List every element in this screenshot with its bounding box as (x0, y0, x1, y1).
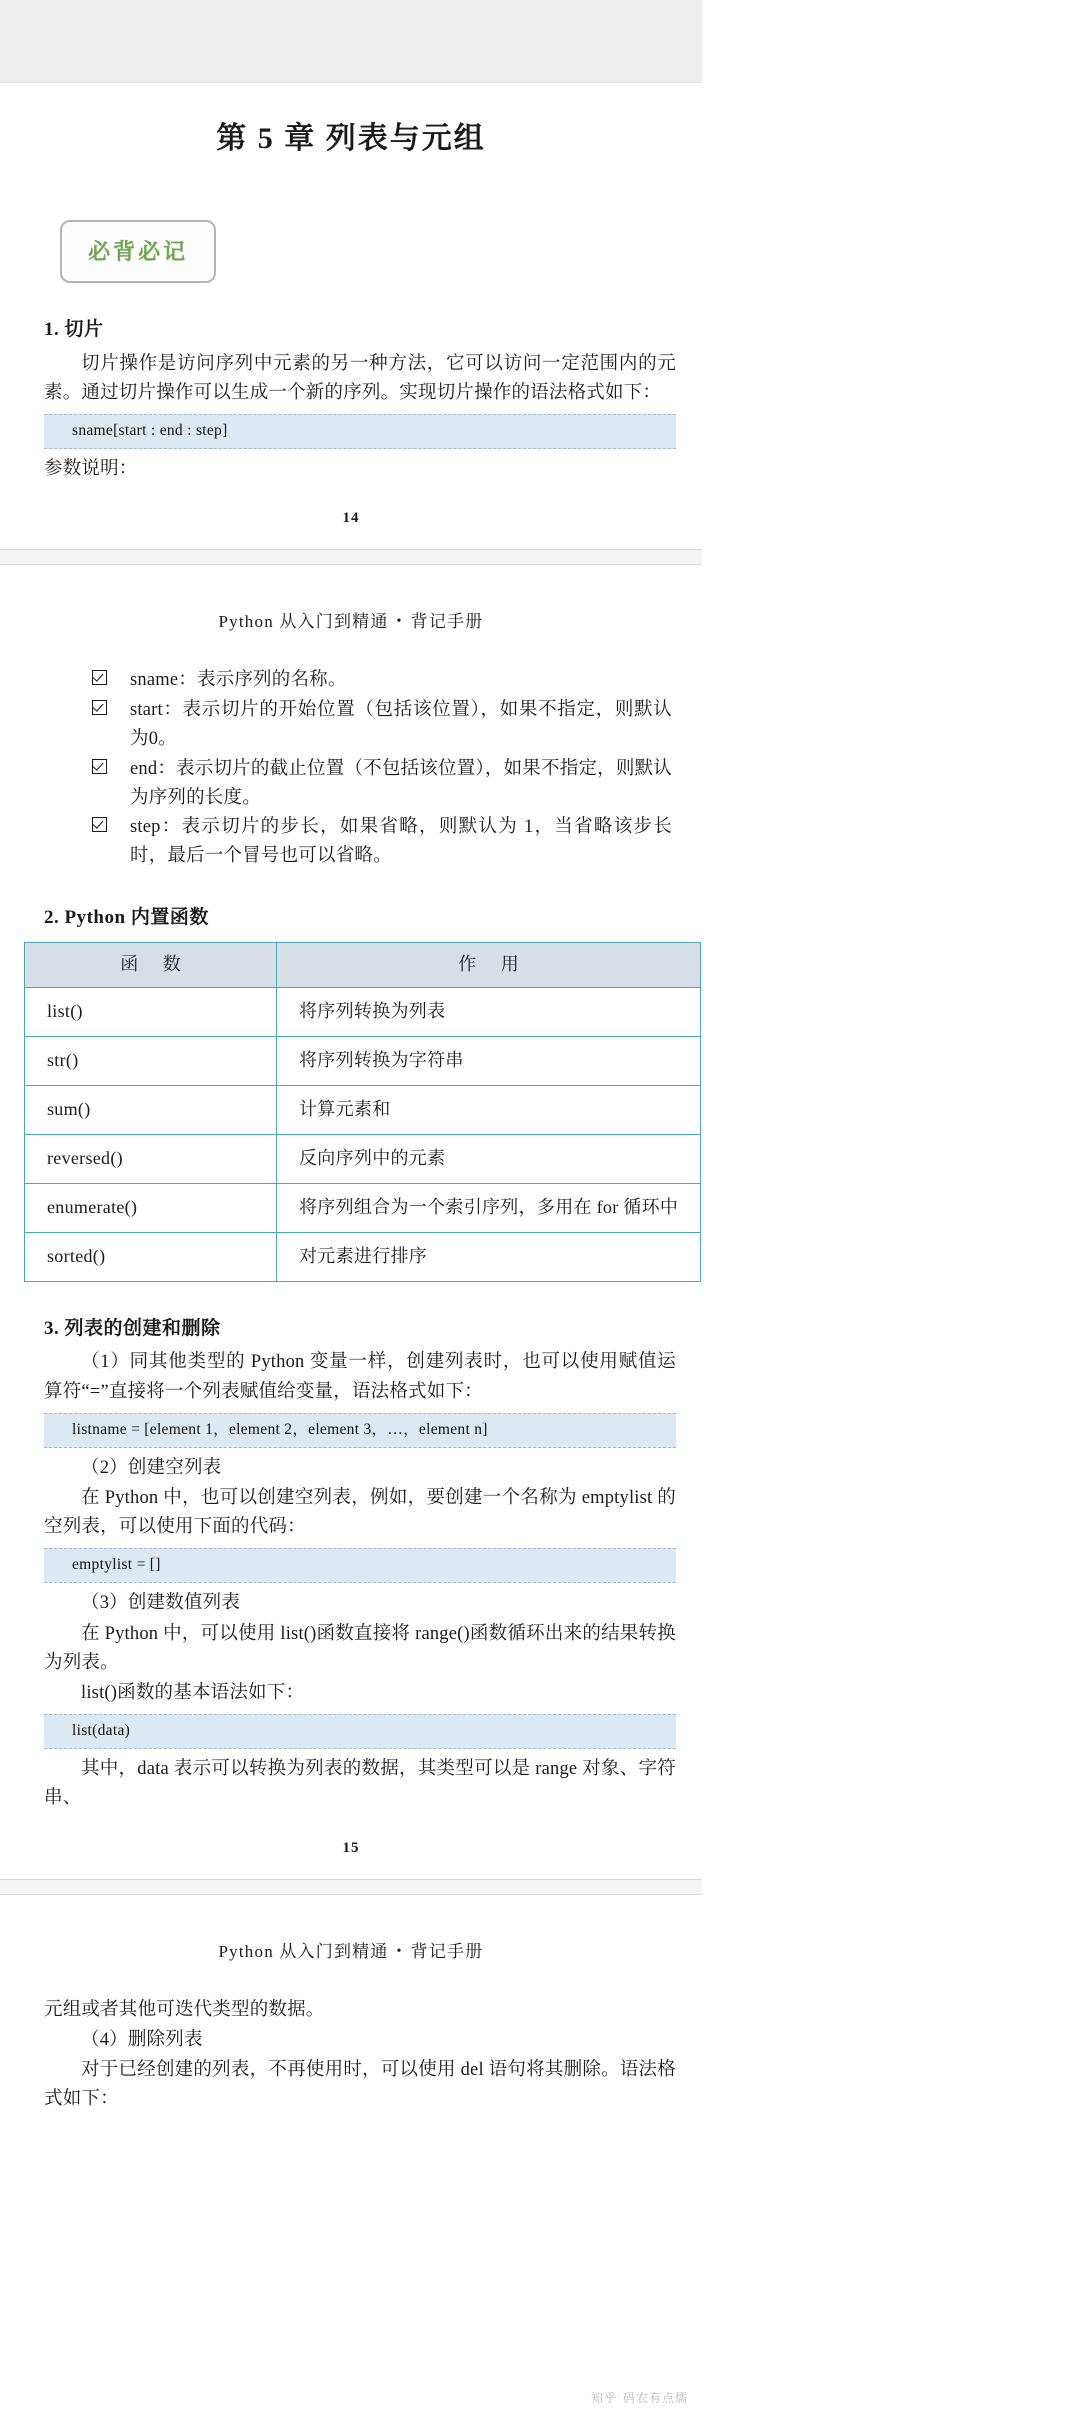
section-heading-slicing: 1. 切片 (44, 319, 104, 340)
table-cell-usage: 将序列转换为字符串 (277, 1036, 701, 1085)
parameter-note-label: 参数说明： (44, 458, 138, 479)
list-item (12, 666, 672, 695)
create-list-paragraph-1: （1）同其他类型的 Python 变量一样，创建列表时，也可以使用赋值运算符“=”直接将一个列表赋值给变量，语法格式如下： (44, 1352, 676, 1402)
list-item (12, 696, 672, 754)
listname-syntax-code-block: listname = [element 1，element 2，element 3，…，element n] (44, 1413, 676, 1448)
running-head-page-16 (12, 1937, 690, 1962)
table-row (25, 1036, 701, 1085)
page-separator-2 (0, 1879, 702, 1895)
create-numeric-list-title: （3）创建数值列表 (81, 1593, 241, 1614)
section-heading-builtin-functions: 2. Python 内置函数 (44, 907, 209, 929)
page-15 (0, 607, 702, 1856)
checked-box-icon (92, 700, 107, 715)
table-row (25, 1134, 701, 1183)
running-head-separator: • (396, 614, 403, 630)
list-data-code-block: list(data) (44, 1714, 676, 1749)
watermark (591, 2389, 688, 2406)
table-header-row (25, 942, 701, 987)
delete-list-paragraph: 对于已经创建的列表，不再使用时，可以使用 del 语句将其删除。语法格式如下： (44, 2059, 676, 2110)
table-row (25, 1085, 701, 1134)
page-separator-1 (0, 549, 702, 565)
table-cell-usage: 对元素进行排序 (277, 1232, 701, 1281)
watermark-account: 知乎 (590, 2391, 617, 2405)
watermark-author: 码农有点儒 (622, 2391, 688, 2405)
list-item (12, 813, 672, 871)
create-numeric-list-paragraph: 在 Python 中，可以使用 list()函数直接将 range()函数循环出来的结果转换为列表。 (44, 1623, 676, 1673)
table-cell-function: enumerate() (25, 1183, 277, 1232)
running-head-title: Python 从入门到精通 (218, 1941, 389, 1961)
table-row (25, 1183, 701, 1232)
create-empty-list-title: （2）创建空列表 (81, 1457, 222, 1478)
checked-box-icon (92, 817, 107, 832)
list-item-text: sname：表示序列的名称。 (130, 670, 347, 691)
builtin-functions-table (24, 942, 701, 1282)
continuation-paragraph: 元组或者其他可迭代类型的数据。 (44, 1999, 325, 2020)
delete-list-title: （4）删除列表 (81, 2029, 203, 2050)
section-heading-create-delete-list: 3. 列表的创建和删除 (44, 1317, 221, 1339)
viewer-top-bar (0, 0, 702, 83)
running-head-subtitle: 背记手册 (410, 612, 484, 632)
create-empty-list-paragraph: 在 Python 中，也可以创建空列表，例如，要创建一个名称为 emptylist 的空列表，可以使用下面的代码： (44, 1487, 676, 1538)
emptylist-code-block: emptylist = [] (44, 1548, 676, 1583)
slice-parameter-list (12, 666, 690, 871)
list-item (12, 755, 672, 813)
table-cell-function: reversed() (25, 1134, 277, 1183)
table-cell-usage: 反向序列中的元素 (277, 1134, 701, 1183)
table-cell-function: sorted() (25, 1232, 277, 1281)
checked-box-icon (92, 670, 107, 685)
table-row (25, 987, 701, 1036)
table-cell-usage: 计算元素和 (277, 1085, 701, 1134)
list-item-text: end：表示切片的截止位置（不包括该位置），如果不指定，则默认为序列的长度。 (130, 758, 672, 808)
badge-container (60, 220, 690, 283)
page-14 (0, 119, 702, 527)
slicing-syntax-code-block: sname[start : end : step] (44, 414, 676, 449)
running-head-separator: • (396, 1943, 403, 1959)
list-item-text: start：表示切片的开始位置（包括该位置），如果不指定，则默认为0。 (130, 700, 672, 749)
page-number-15: 15 (342, 1839, 360, 1856)
list-data-explanation: 其中，data 表示可以转换为列表的数据，其类型可以是 range 对象、字符串、 (44, 1759, 676, 1809)
running-head-page-15 (12, 607, 690, 632)
running-head-subtitle: 背记手册 (410, 1941, 484, 1961)
checked-box-icon (92, 759, 107, 774)
table-cell-usage: 将序列组合为一个索引序列，多用在 for 循环中 (277, 1183, 701, 1232)
must-memorize-badge: 必背必记 (60, 220, 216, 283)
table-cell-function: str() (25, 1036, 277, 1085)
table-cell-function: list() (25, 987, 277, 1036)
page-number-14: 14 (342, 510, 360, 527)
table-cell-usage: 将序列转换为列表 (277, 987, 701, 1036)
table-header-function: 函 数 (25, 942, 277, 987)
table-row (25, 1232, 701, 1281)
page-16 (0, 1937, 702, 2115)
list-function-syntax-label: list()函数的基本语法如下： (81, 1682, 305, 1703)
chapter-title: 第 5 章 列表与元组 (216, 122, 486, 155)
table-header-usage: 作 用 (277, 942, 701, 987)
running-head-title: Python 从入门到精通 (218, 612, 389, 632)
slicing-description-paragraph: 切片操作是访问序列中元素的另一种方法，它可以访问一定范围内的元素。通过切片操作可以生成一个新的序列。实现切片操作的语法格式如下： (44, 353, 676, 403)
list-item-text: step：表示切片的步长，如果省略，则默认为 1，当省略该步长时，最后一个冒号也可以省略。 (130, 817, 672, 867)
table-cell-function: sum() (25, 1085, 277, 1134)
